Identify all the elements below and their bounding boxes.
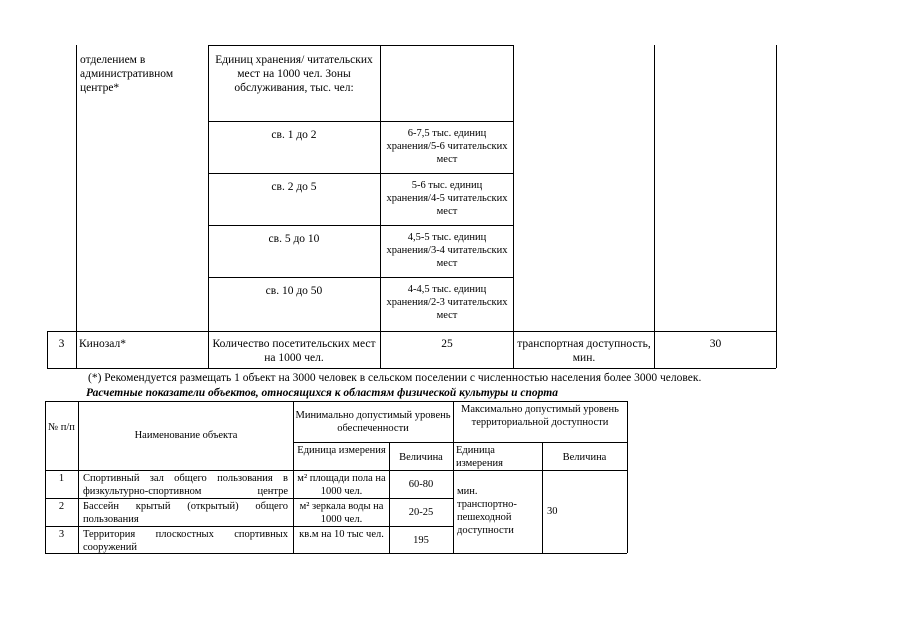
grid-line xyxy=(453,401,454,553)
grid-line xyxy=(627,401,628,553)
band-value: 6-7,5 тыс. единиц хранения/5-6 читательских мест xyxy=(386,128,508,165)
header-unit2: Единица измерения xyxy=(456,445,503,469)
grid-line xyxy=(45,470,627,471)
band-value: 5-6 тыс. единиц хранения/4-5 читательских мест xyxy=(386,180,508,217)
band-range: св. 2 до 5 xyxy=(271,181,317,193)
grid-line xyxy=(208,121,513,122)
grid-line xyxy=(45,526,453,527)
grid-line xyxy=(293,442,627,443)
object-name-cell: отделением в административном центре* xyxy=(80,54,174,94)
grid-line xyxy=(208,45,209,368)
access-value-cell: 30 xyxy=(547,506,558,517)
access-value-cell: 30 xyxy=(709,338,722,350)
grid-line xyxy=(45,498,453,499)
grid-line xyxy=(208,277,513,278)
band-range: св. 10 до 50 xyxy=(265,285,323,297)
header-num: № п/п xyxy=(48,422,75,433)
value-cell: 195 xyxy=(413,535,429,546)
access-unit-cell: транспортная доступность, мин. xyxy=(517,338,651,364)
grid-line xyxy=(208,173,513,174)
band-range: св. 5 до 10 xyxy=(268,233,320,245)
object-name-cell: Территория плоскостных спортивных сооружений xyxy=(83,529,288,553)
grid-line xyxy=(513,45,514,368)
row-number: 1 xyxy=(58,473,65,484)
object-name-cell: Бассейн крытый (открытый) общего пользования xyxy=(83,501,288,525)
grid-line xyxy=(208,45,513,46)
object-name-cell: Спортивный зал общего пользования в физкультурно-спортивном центре xyxy=(83,473,288,497)
grid-line xyxy=(654,45,655,368)
band-range: св. 1 до 2 xyxy=(271,129,317,141)
section-title: Расчетные показатели объектов, относящихся к областям физической культуры и спорта xyxy=(86,387,558,399)
band-value: 4-4,5 тыс. единиц хранения/2-3 читательских мест xyxy=(386,284,508,321)
row-number: 2 xyxy=(58,501,65,512)
value-cell: 25 xyxy=(441,338,453,350)
row-number: 3 xyxy=(58,529,65,540)
grid-line xyxy=(47,368,776,369)
footnote: (*) Рекомендуется размещать 1 объект на 3000 человек в сельском поселении с численностью населения более 3000 человек. xyxy=(88,372,702,384)
grid-line xyxy=(78,401,79,553)
grid-line xyxy=(47,331,776,332)
header-value: Величина xyxy=(399,452,443,463)
unit-cell: м² зеркала воды на 1000 чел. xyxy=(299,501,384,525)
header-min-group: Минимально допустимый уровень обеспеченности xyxy=(295,410,451,434)
grid-line xyxy=(776,45,777,368)
unit-cell: кв.м на 10 тыс чел. xyxy=(299,529,384,540)
object-name-cell: Кинозал* xyxy=(79,338,126,350)
access-unit-cell: мин. транспортно-пешеходной доступности xyxy=(457,486,517,536)
grid-line xyxy=(380,45,381,368)
grid-line xyxy=(293,401,294,553)
unit-cell: м² площади пола на 1000 чел. xyxy=(297,473,386,497)
header-unit: Единица измерения xyxy=(297,445,386,456)
header-value2: Величина xyxy=(562,452,607,463)
header-max-group: Максимально допустимый уровень территориальной доступности xyxy=(461,404,619,428)
indicator-cell: Единиц хранения/ читательских мест на 1000 чел. Зоны обслуживания, тыс. чел: xyxy=(215,54,373,94)
grid-line xyxy=(45,401,627,402)
value-cell: 20-25 xyxy=(408,507,434,518)
indicator-cell: Количество посетительских мест на 1000 чел. xyxy=(212,338,376,364)
band-value: 4,5-5 тыс. единиц хранения/3-4 читательских мест xyxy=(386,232,508,269)
header-name: Наименование объекта xyxy=(134,430,238,441)
value-cell: 60-80 xyxy=(408,479,434,490)
row-number: 3 xyxy=(58,338,65,350)
grid-line xyxy=(76,45,77,368)
grid-line xyxy=(208,225,513,226)
